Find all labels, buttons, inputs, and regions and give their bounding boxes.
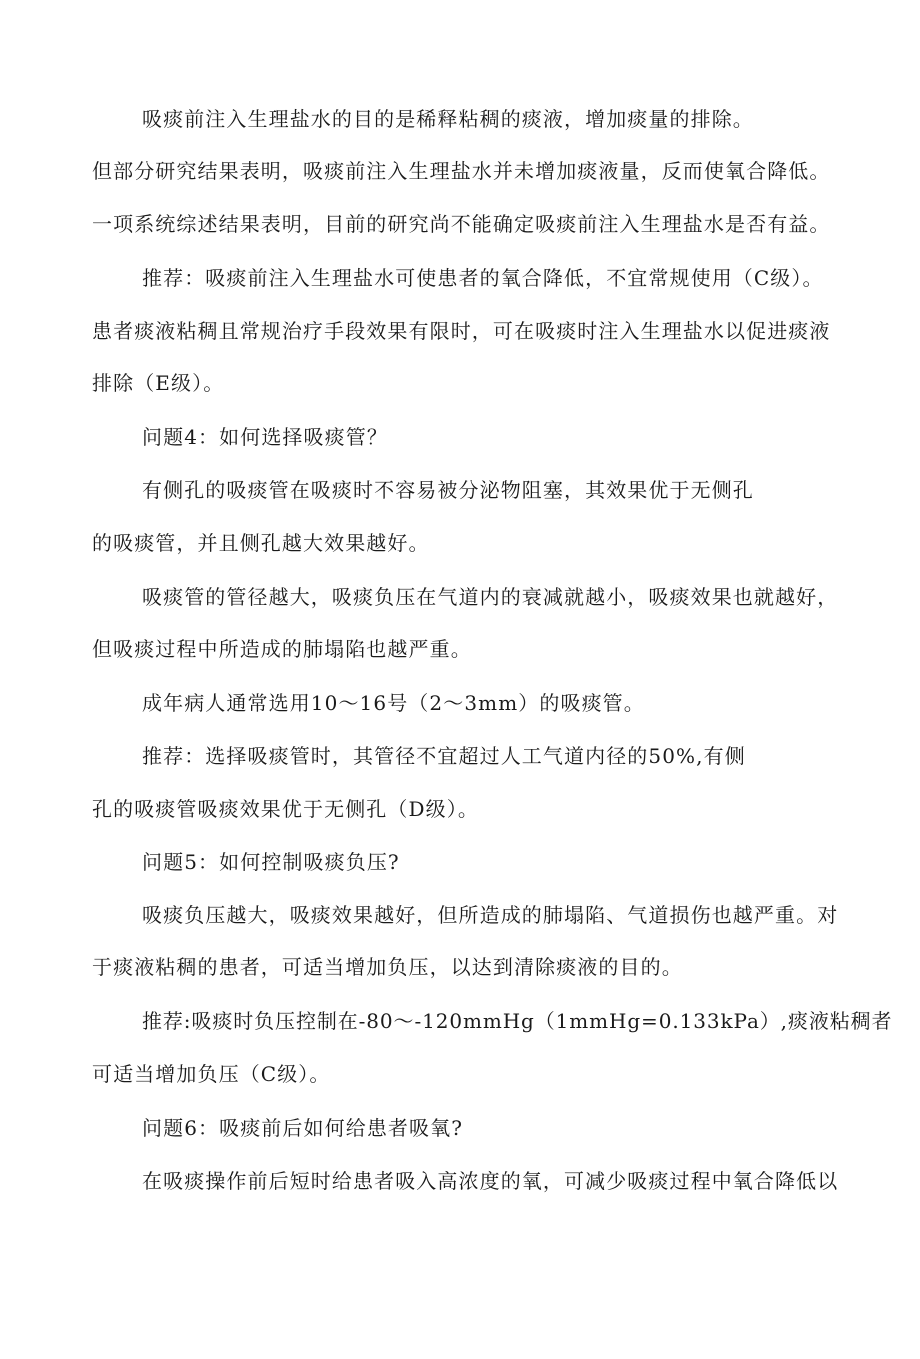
paragraph-line: 一项系统综述结果表明，目前的研究尚不能确定吸痰前注入生理盐水是否有益。: [92, 212, 831, 236]
paragraph-line: 可适当增加负压（C级）。: [92, 1062, 331, 1086]
paragraph-line: 患者痰液粘稠且常规治疗手段效果有限时，可在吸痰时注入生理盐水以促进痰液: [92, 319, 831, 343]
paragraph-line: 于痰液粘稠的患者，可适当增加负压，以达到清除痰液的目的。: [92, 955, 683, 979]
recommendation-line: 推荐：选择吸痰管时，其管径不宜超过人工气道内径的50%,有侧: [142, 744, 746, 768]
paragraph-line: 但部分研究结果表明，吸痰前注入生理盐水并未增加痰液量，反而使氧合降低。: [92, 159, 831, 183]
recommendation-line: 推荐：吸痰前注入生理盐水可使患者的氧合降低，不宜常规使用（C级）。: [142, 266, 824, 290]
paragraph-line: 有侧孔的吸痰管在吸痰时不容易被分泌物阻塞，其效果优于无侧孔: [142, 478, 754, 502]
paragraph-line: 吸痰负压越大，吸痰效果越好，但所造成的肺塌陷、气道损伤也越严重。对: [142, 903, 839, 927]
paragraph-line: 的吸痰管，并且侧孔越大效果越好。: [92, 531, 430, 555]
paragraph-line: 但吸痰过程中所造成的肺塌陷也越严重。: [92, 637, 472, 661]
question-heading: 问题6：吸痰前后如何给患者吸氧?: [142, 1116, 464, 1140]
paragraph-line: 排除（E级）。: [92, 371, 225, 395]
paragraph-line: 吸痰管的管径越大，吸痰负压在气道内的衰减就越小，吸痰效果也就越好，: [142, 585, 839, 609]
paragraph-line: 孔的吸痰管吸痰效果优于无侧孔（D级）。: [92, 797, 479, 821]
recommendation-line: 推荐:吸痰时负压控制在-80～-120mmHg（1mmHg=0.133kPa）,痰液粘稠者: [142, 1009, 893, 1033]
paragraph-line: 吸痰前注入生理盐水的目的是稀释粘稠的痰液，增加痰量的排除。: [142, 107, 754, 131]
question-heading: 问题4：如何选择吸痰管？: [142, 425, 388, 449]
question-heading: 问题5：如何控制吸痰负压?: [142, 850, 400, 874]
paragraph-line: 在吸痰操作前后短时给患者吸入高浓度的氧，可减少吸痰过程中氧合降低以: [142, 1169, 839, 1193]
paragraph-line: 成年病人通常选用10～16号（2～3mm）的吸痰管。: [142, 691, 645, 715]
